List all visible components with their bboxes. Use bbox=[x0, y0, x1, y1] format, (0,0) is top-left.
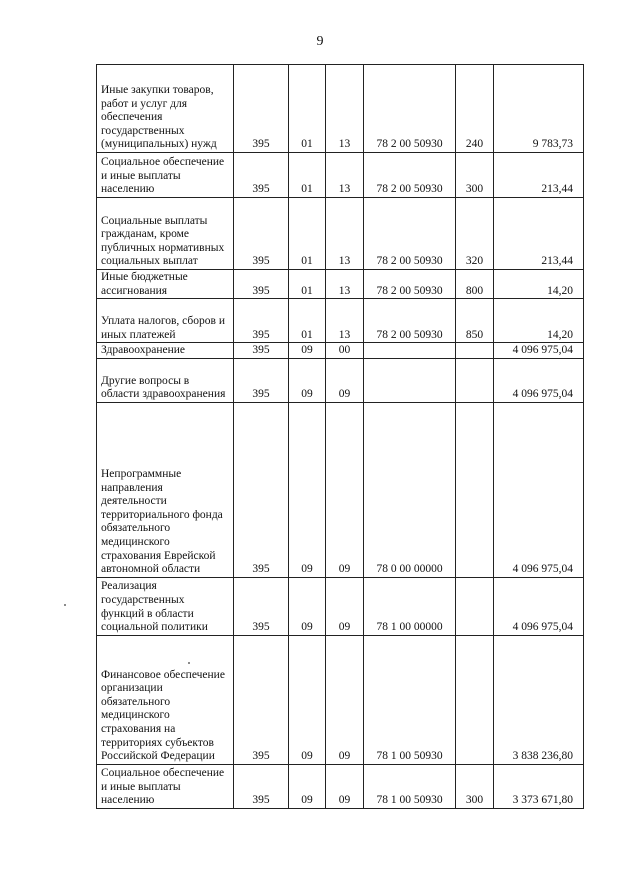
cell-target: 78 1 00 50930 bbox=[364, 635, 456, 764]
table-row bbox=[97, 764, 584, 808]
cell-type bbox=[456, 343, 494, 359]
cell-target: 78 2 00 50930 bbox=[364, 270, 456, 299]
cell-subsection: 09 bbox=[326, 577, 364, 635]
cell-section: 09 bbox=[289, 577, 326, 635]
cell-target: 78 0 00 00000 bbox=[364, 402, 456, 577]
cell-admin: 395 bbox=[234, 65, 289, 153]
cell-amount: 4 096 975,04 bbox=[494, 402, 584, 577]
cell-target: 78 1 00 00000 bbox=[364, 577, 456, 635]
cell-subsection: 09 bbox=[326, 402, 364, 577]
page-number: 9 bbox=[316, 34, 324, 49]
cell-subsection: 13 bbox=[326, 270, 364, 299]
cell-admin: 395 bbox=[234, 764, 289, 808]
cell-subsection: 13 bbox=[326, 153, 364, 198]
cell-name: Уплата налогов, сборов и иных платежей bbox=[97, 299, 234, 343]
cell-target: 78 2 00 50930 bbox=[364, 153, 456, 198]
cell-type bbox=[456, 635, 494, 764]
cell-type: 320 bbox=[456, 198, 494, 270]
cell-admin: 395 bbox=[234, 153, 289, 198]
cell-target bbox=[364, 358, 456, 402]
cell-amount: 4 096 975,04 bbox=[494, 577, 584, 635]
table-row bbox=[97, 402, 584, 577]
cell-type: 240 bbox=[456, 65, 494, 153]
cell-section: 01 bbox=[289, 153, 326, 198]
cell-admin: 395 bbox=[234, 198, 289, 270]
cell-admin: 395 bbox=[234, 343, 289, 359]
cell-amount: 3 838 236,80 bbox=[494, 635, 584, 764]
table-row bbox=[97, 358, 584, 402]
budget-table-body bbox=[97, 65, 584, 809]
table-row bbox=[97, 270, 584, 299]
cell-name: Социальное обеспечение и иные выплаты населению bbox=[97, 764, 234, 808]
cell-name: Финансовое обеспечение организации обязательного медицинского страхования на территориях субъектов Российской Федерации bbox=[97, 635, 234, 764]
budget-table bbox=[96, 64, 584, 809]
cell-admin: 395 bbox=[234, 270, 289, 299]
table-row bbox=[97, 65, 584, 153]
cell-amount: 4 096 975,04 bbox=[494, 343, 584, 359]
scan-speck bbox=[188, 662, 190, 664]
cell-amount: 213,44 bbox=[494, 153, 584, 198]
cell-admin: 395 bbox=[234, 635, 289, 764]
cell-section: 01 bbox=[289, 299, 326, 343]
cell-type bbox=[456, 402, 494, 577]
cell-name: Социальное обеспечение и иные выплаты населению bbox=[97, 153, 234, 198]
table-row bbox=[97, 299, 584, 343]
cell-section: 09 bbox=[289, 402, 326, 577]
cell-name: Иные бюджетные ассигнования bbox=[97, 270, 234, 299]
scan-speck bbox=[64, 604, 66, 606]
cell-section: 01 bbox=[289, 270, 326, 299]
cell-type: 850 bbox=[456, 299, 494, 343]
cell-type bbox=[456, 358, 494, 402]
cell-admin: 395 bbox=[234, 577, 289, 635]
cell-name: Социальные выплаты гражданам, кроме публичных нормативных социальных выплат bbox=[97, 198, 234, 270]
cell-section: 09 bbox=[289, 358, 326, 402]
cell-type: 300 bbox=[456, 764, 494, 808]
cell-amount: 9 783,73 bbox=[494, 65, 584, 153]
cell-subsection: 13 bbox=[326, 299, 364, 343]
cell-amount: 14,20 bbox=[494, 299, 584, 343]
cell-subsection: 09 bbox=[326, 635, 364, 764]
table-row bbox=[97, 577, 584, 635]
cell-subsection: 09 bbox=[326, 764, 364, 808]
table-row bbox=[97, 198, 584, 270]
cell-amount: 4 096 975,04 bbox=[494, 358, 584, 402]
cell-section: 09 bbox=[289, 635, 326, 764]
table-row bbox=[97, 153, 584, 198]
cell-section: 09 bbox=[289, 343, 326, 359]
cell-name: Здравоохранение bbox=[97, 343, 234, 359]
cell-subsection: 13 bbox=[326, 198, 364, 270]
cell-admin: 395 bbox=[234, 299, 289, 343]
cell-section: 09 bbox=[289, 764, 326, 808]
cell-amount: 3 373 671,80 bbox=[494, 764, 584, 808]
cell-type: 800 bbox=[456, 270, 494, 299]
cell-amount: 14,20 bbox=[494, 270, 584, 299]
cell-target: 78 2 00 50930 bbox=[364, 198, 456, 270]
cell-target: 78 1 00 50930 bbox=[364, 764, 456, 808]
cell-section: 01 bbox=[289, 65, 326, 153]
cell-section: 01 bbox=[289, 198, 326, 270]
cell-name: Иные закупки товаров, работ и услуг для обеспечения государственных (муниципальных) нужд bbox=[97, 65, 234, 153]
cell-subsection: 13 bbox=[326, 65, 364, 153]
cell-type bbox=[456, 577, 494, 635]
cell-type: 300 bbox=[456, 153, 494, 198]
cell-admin: 395 bbox=[234, 402, 289, 577]
cell-subsection: 00 bbox=[326, 343, 364, 359]
table-row bbox=[97, 635, 584, 764]
cell-target: 78 2 00 50930 bbox=[364, 299, 456, 343]
cell-admin: 395 bbox=[234, 358, 289, 402]
cell-name: Другие вопросы в области здравоохранения bbox=[97, 358, 234, 402]
cell-name: Реализация государственных функций в области социальной политики bbox=[97, 577, 234, 635]
cell-subsection: 09 bbox=[326, 358, 364, 402]
cell-amount: 213,44 bbox=[494, 198, 584, 270]
cell-target bbox=[364, 343, 456, 359]
table-row bbox=[97, 343, 584, 359]
cell-target: 78 2 00 50930 bbox=[364, 65, 456, 153]
cell-name: Непрограммные направления деятельности территориального фонда обязательного медицинского страхования Еврейской автономной области bbox=[97, 402, 234, 577]
